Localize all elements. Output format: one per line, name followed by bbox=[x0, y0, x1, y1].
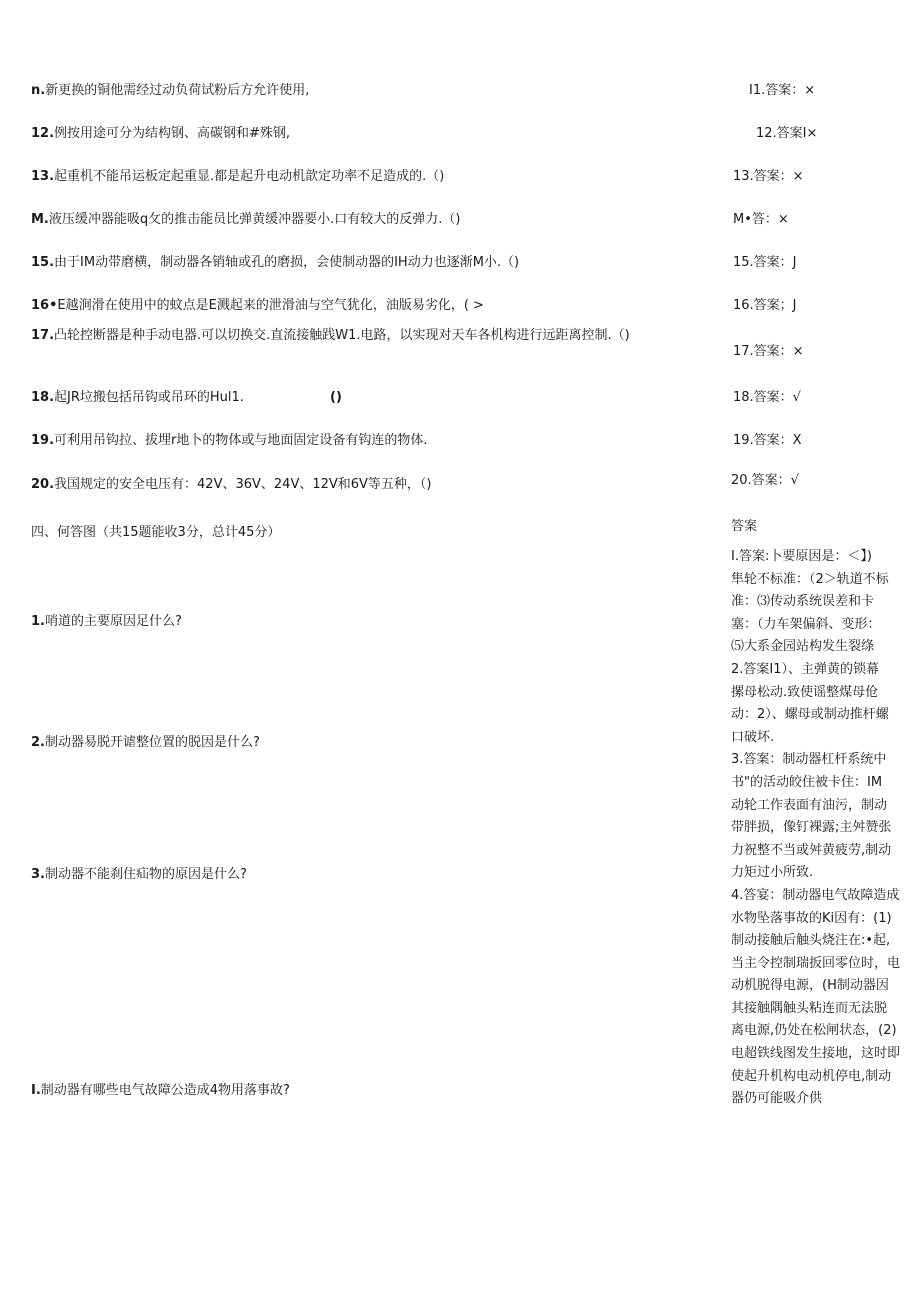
answer-line: 动轮工作表面有油污，制动 bbox=[731, 797, 888, 813]
answer-line: 器仍可能吸介供 bbox=[731, 1091, 823, 1107]
short-question-3 bbox=[31, 866, 247, 884]
question-number: I. bbox=[31, 1083, 41, 1098]
answer-line: 塞：（力车架偏斜、变形： bbox=[731, 616, 881, 632]
answer-20: 20.答案：√ bbox=[731, 473, 799, 488]
question-text: 哨道的主要原因足什么? bbox=[44, 614, 182, 629]
answer-line: 3.答案：制动器杠杆系统中 bbox=[731, 752, 887, 768]
question-text: 制动器有哪些电气故障公造成4物用落事故? bbox=[40, 1083, 290, 1098]
answer-line: 4.答宴：制动器电气故障造成 bbox=[731, 887, 900, 903]
question-number: 16• bbox=[31, 298, 58, 313]
answer-16: 16.答案；J bbox=[733, 298, 797, 313]
answer-line: 书"的活动皎住被卡住：IM bbox=[731, 774, 883, 790]
answer-line: 其接触隅触头粘连而无法脱 bbox=[731, 1000, 888, 1016]
answer-line: 电超铁线图发生接地，这时即 bbox=[731, 1046, 901, 1062]
question-text: 起重机不能吊运板定起重显.都是起升电动机歆定功率不足造成的.（) bbox=[54, 169, 445, 184]
answer-line: 力矩过小所致. bbox=[731, 865, 814, 881]
question-number: 18. bbox=[31, 390, 55, 405]
answers-column bbox=[731, 546, 911, 1111]
question-11 bbox=[31, 82, 309, 100]
question-14 bbox=[31, 211, 460, 229]
answer-line: 离电源,仍处在松闸状态，(2) bbox=[731, 1023, 897, 1039]
answer-line: 水物坠落事故的Ki因有：(1) bbox=[731, 910, 892, 926]
question-20 bbox=[31, 476, 432, 494]
question-number: 12. bbox=[31, 126, 55, 141]
question-text: 起JR垃搬包括吊钩或吊环的Hul1. bbox=[54, 390, 244, 405]
answer-line: 隼轮不标准：（2＞轨道不标 bbox=[731, 571, 889, 587]
answers-heading: 答案 bbox=[731, 519, 758, 534]
question-18-paren: () bbox=[330, 390, 342, 405]
question-number: 13. bbox=[31, 169, 55, 184]
question-12 bbox=[31, 125, 290, 143]
question-number: 20. bbox=[31, 477, 55, 492]
answer-line: 动：2）、螺母或制动推杆螺 bbox=[731, 707, 889, 723]
answer-19: 19.答案：X bbox=[733, 433, 802, 448]
answer-17: 17.答案：× bbox=[733, 344, 804, 359]
question-19 bbox=[31, 432, 428, 450]
section-title: 四、何答图（共15题能收3分，总计45分） bbox=[31, 525, 281, 540]
question-18 bbox=[31, 389, 244, 407]
question-number: M. bbox=[31, 212, 49, 227]
answer-line: 当主令控制瑞扳回零位时，电 bbox=[731, 955, 901, 971]
question-number: 15. bbox=[31, 255, 55, 270]
short-question-4 bbox=[31, 1082, 290, 1100]
answer-line: 带胖损，像钉裸露;主舛赞张 bbox=[731, 820, 892, 836]
answer-line: 口破坏. bbox=[731, 729, 775, 745]
question-number: 19. bbox=[31, 433, 55, 448]
short-question-1 bbox=[31, 613, 182, 631]
answer-14: M•答：× bbox=[733, 212, 789, 227]
answer-line: 动机脱得电源，(H制动器因 bbox=[731, 978, 889, 994]
answer-line: 制动接触后触头烧注在:•起, bbox=[731, 933, 891, 949]
question-number: 17. bbox=[31, 328, 55, 343]
answer-line: 使起升机构电动机停电,制动 bbox=[731, 1068, 892, 1084]
answer-15: 15.答案：J bbox=[733, 255, 797, 270]
question-text: 凸轮控断器是种手动电器.可以切换交.直流接触践W1.电路，以实现对天车各机构进行远距离控制.（) bbox=[54, 328, 630, 343]
short-question-2 bbox=[31, 734, 260, 752]
question-text: 液压缓冲器能吸q攵的推击能员比弹黄缓冲器要小.口有较大的反弹力.（) bbox=[48, 212, 461, 227]
question-text: 例按用途可分为结构钢、高碳钢和#殊钢, bbox=[54, 126, 291, 141]
question-15 bbox=[31, 254, 519, 272]
answer-12: 12.答案I× bbox=[756, 126, 818, 141]
answer-line: ⑸大系金园站构发生裂绦 bbox=[731, 639, 875, 655]
answer-18: 18.答案：√ bbox=[733, 390, 801, 405]
answer-11: I1.答案：× bbox=[749, 83, 816, 98]
question-text: 可利用吊钩拉、拔埋r地卜的物体或与地面固定设备有钩连的物体. bbox=[54, 433, 428, 448]
question-text: 新更换的铜他需经过动负荷试粉后方允许使用, bbox=[45, 83, 310, 98]
question-13 bbox=[31, 168, 444, 186]
answer-line: 2.答案I1）、主弹黄的锁幕 bbox=[731, 661, 880, 677]
answer-13: 13.答案：× bbox=[733, 169, 804, 184]
question-number: n. bbox=[31, 83, 46, 98]
answer-line: 准：⑶传动系统误差和卡 bbox=[731, 594, 875, 610]
question-text: 制动器易脱开谑整位置的脱因是什么? bbox=[44, 735, 260, 750]
answer-line: 摞母松动.致使谣整煤母伧 bbox=[731, 684, 879, 700]
answer-line: I.答案:卜要原因是：＜】) bbox=[731, 549, 872, 564]
answer-line: 力祝整不当或舛黄疲劳,制动 bbox=[731, 842, 892, 858]
question-text: 由于IM动带磨横，制动器各销轴或孔的磨损，会使制动器的IH动力也逐渐M小.（) bbox=[54, 255, 520, 270]
question-text: E越涧滑在使用中的蚊点是E溅起来的泄滑油与空气犹化，油版易劣化，( > bbox=[57, 298, 484, 313]
question-16 bbox=[31, 297, 484, 315]
question-text: 制动器不能刹住疝物的原因是什么? bbox=[44, 867, 247, 882]
question-17 bbox=[31, 327, 630, 345]
question-text: 我国规定的安全电压有：42V、36V、24V、12V和6V等五种，（) bbox=[54, 477, 432, 492]
question-number: 3. bbox=[31, 867, 45, 882]
question-number: 1. bbox=[31, 614, 45, 629]
question-number: 2. bbox=[31, 735, 45, 750]
